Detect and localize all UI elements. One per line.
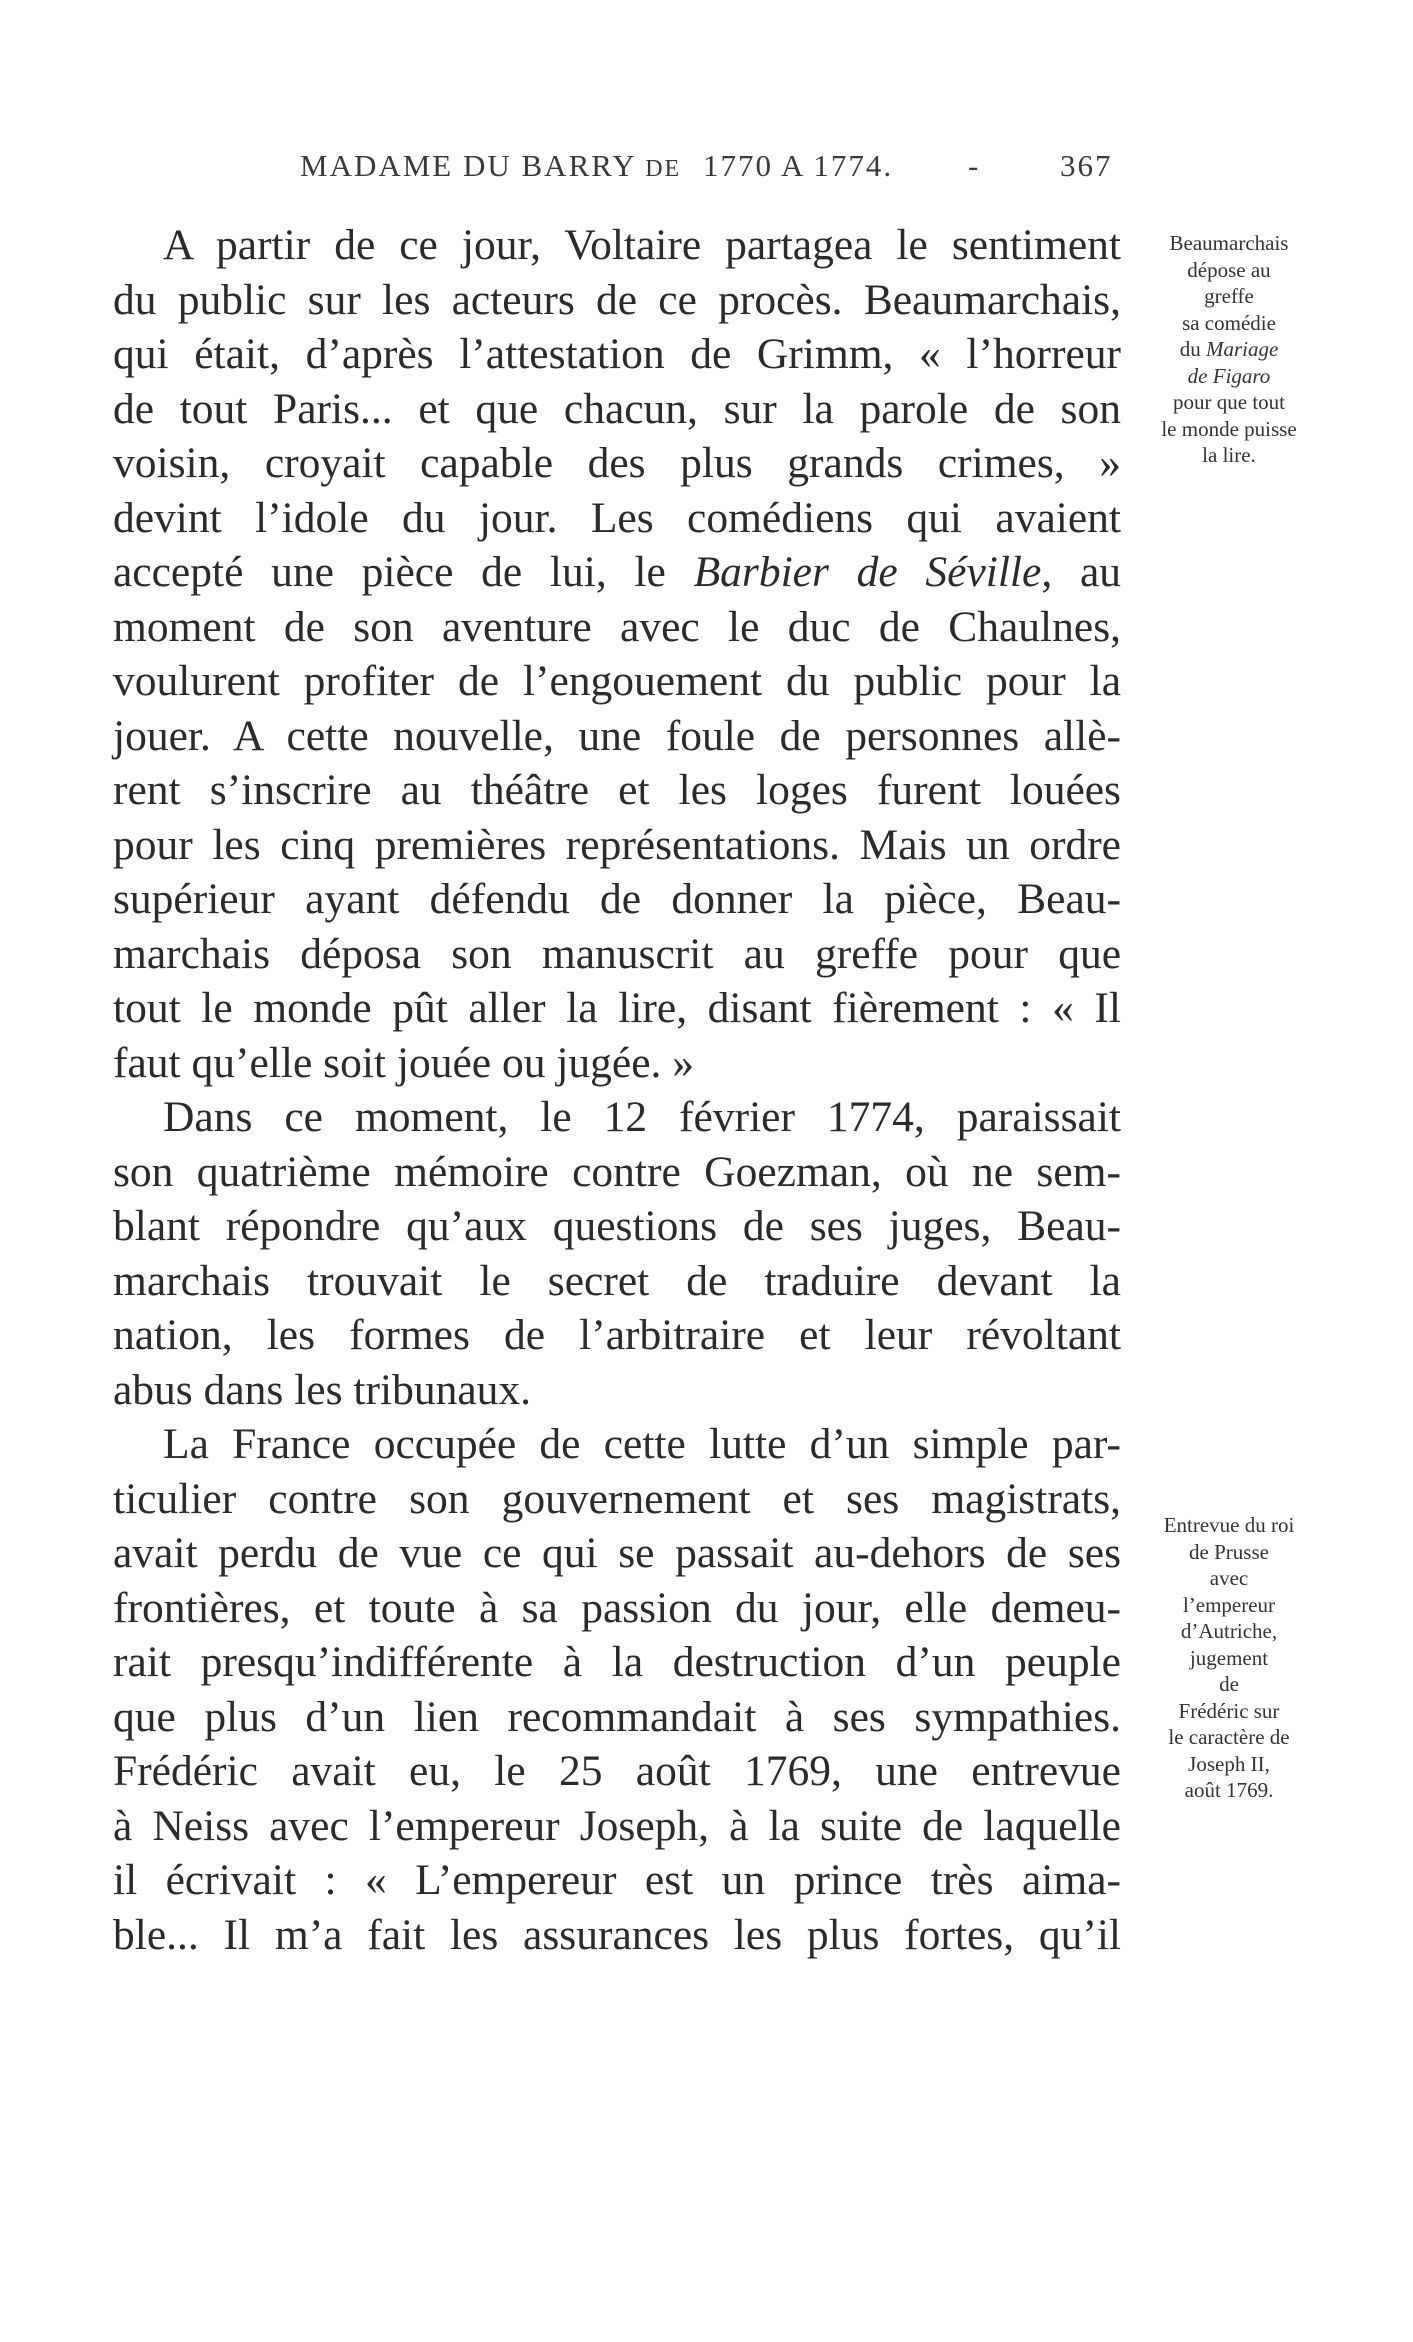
margin-note-beaumarchais bbox=[1124, 230, 1334, 469]
text-line: il écrivait : « L’empereur est un prince très aima- bbox=[113, 1856, 1121, 1904]
paragraph-1 bbox=[113, 218, 1121, 1962]
text-run: , au bbox=[1041, 548, 1122, 596]
text-line: jouer. A cette nouvelle, une foule de personnes allè- bbox=[113, 711, 1121, 760]
header-dash: - bbox=[968, 148, 981, 183]
text-line: marchais déposa son manuscrit au greffe pour que bbox=[113, 929, 1121, 978]
note-line bbox=[1124, 336, 1334, 363]
running-header bbox=[300, 148, 1210, 184]
note-line: l’empereur bbox=[1182, 1592, 1276, 1617]
text-line: La France occupée de cette lutte d’un simple par- bbox=[163, 1420, 1121, 1468]
note-line: Joseph II, bbox=[1188, 1751, 1270, 1776]
page-number: 367 bbox=[1060, 148, 1113, 183]
text-line: devint l’idole du jour. Les comédiens qui avaient bbox=[113, 493, 1121, 542]
text-line: abus dans les tribunaux. bbox=[113, 1365, 532, 1414]
text-line: à Neiss avec l’empereur Joseph, à la suite de laquelle bbox=[113, 1801, 1121, 1850]
text-line: tout le monde pût aller la lire, disant fièrement : « Il bbox=[113, 984, 1121, 1032]
note-line: sa comédie bbox=[1182, 310, 1276, 335]
note-line: Entrevue du roi bbox=[1163, 1513, 1295, 1537]
note-play-title: Mariage bbox=[1205, 337, 1279, 361]
text-line: voisin, croyait capable des plus grands crimes, » bbox=[113, 439, 1121, 487]
note-line: Frédéric sur bbox=[1178, 1698, 1280, 1723]
note-line: dépose au bbox=[1187, 257, 1271, 282]
text-line: pour les cinq premières représentations. Mais un ordre bbox=[113, 820, 1121, 869]
note-line: août 1769. bbox=[1184, 1778, 1274, 1802]
note-line: greffe bbox=[1204, 284, 1254, 308]
margin-note-entrevue bbox=[1124, 1512, 1334, 1804]
text-line: nation, les formes de l’arbitraire et leur révoltant bbox=[113, 1311, 1121, 1359]
note-run: du bbox=[1179, 337, 1206, 361]
note-line: jugement bbox=[1189, 1645, 1269, 1670]
header-years: 1770 A 1774. bbox=[702, 148, 894, 183]
note-line: de bbox=[1219, 1672, 1239, 1696]
text-run: accepté une pièce de lui, le bbox=[113, 548, 694, 596]
text-line: A partir de ce jour, Voltaire partagea le sentiment bbox=[163, 221, 1121, 269]
text-line: marchais trouvait le secret de traduire devant la bbox=[113, 1256, 1121, 1305]
note-line: de Prusse bbox=[1189, 1539, 1269, 1564]
header-title-de: DE bbox=[645, 156, 682, 182]
text-line: voulurent profiter de l’engouement du public pour la bbox=[113, 657, 1121, 705]
note-line: le monde puisse bbox=[1161, 416, 1297, 441]
text-line: que plus d’un lien recommandait à ses sympathies. bbox=[113, 1692, 1121, 1741]
text-line: qui était, d’après l’attestation de Grimm, « l’horreur bbox=[113, 330, 1121, 378]
text-line: moment de son aventure avec le duc de Chaulnes, bbox=[113, 602, 1121, 651]
text-line: Dans ce moment, le 12 février 1774, paraissait bbox=[163, 1093, 1121, 1141]
text-line: du public sur les acteurs de ce procès. Beaumarchais, bbox=[113, 275, 1121, 324]
note-line: la lire. bbox=[1202, 443, 1256, 467]
text-line: son quatrième mémoire contre Goezman, où ne sem- bbox=[113, 1147, 1121, 1196]
text-line: avait perdu de vue ce qui se passait au-dehors de ses bbox=[113, 1529, 1121, 1577]
note-line: le caractère de bbox=[1168, 1725, 1290, 1749]
play-title: Barbier de Séville bbox=[693, 548, 1042, 596]
text-line: supérieur ayant défendu de donner la pièce, Beau- bbox=[113, 875, 1121, 923]
text-line: faut qu’elle soit jouée ou jugée. » bbox=[113, 1038, 695, 1087]
text-line bbox=[113, 545, 1121, 600]
note-line: de Figaro bbox=[1187, 363, 1271, 388]
text-line: rent s’inscrire au théâtre et les loges furent louées bbox=[113, 766, 1121, 814]
text-line: blant répondre qu’aux questions de ses juges, Beau- bbox=[113, 1202, 1121, 1250]
note-line: pour que tout bbox=[1173, 390, 1285, 414]
note-line: avec bbox=[1209, 1566, 1249, 1590]
text-line: ble... Il m’a fait les assurances les plus fortes, qu’il bbox=[113, 1910, 1121, 1959]
note-line: Beaumarchais bbox=[1169, 231, 1289, 255]
text-line: ticulier contre son gouvernement et ses magistrats, bbox=[113, 1474, 1121, 1523]
note-line: d’Autriche, bbox=[1180, 1619, 1278, 1643]
header-title: MADAME DU BARRY bbox=[300, 148, 636, 183]
text-line: Frédéric avait eu, le 25 août 1769, une entrevue bbox=[113, 1747, 1121, 1795]
text-line: frontières, et toute à sa passion du jour, elle demeu- bbox=[113, 1583, 1121, 1632]
text-line: rait presqu’indifférente à la destruction d’un peuple bbox=[113, 1638, 1121, 1686]
text-line: de tout Paris... et que chacun, sur la parole de son bbox=[113, 384, 1121, 433]
